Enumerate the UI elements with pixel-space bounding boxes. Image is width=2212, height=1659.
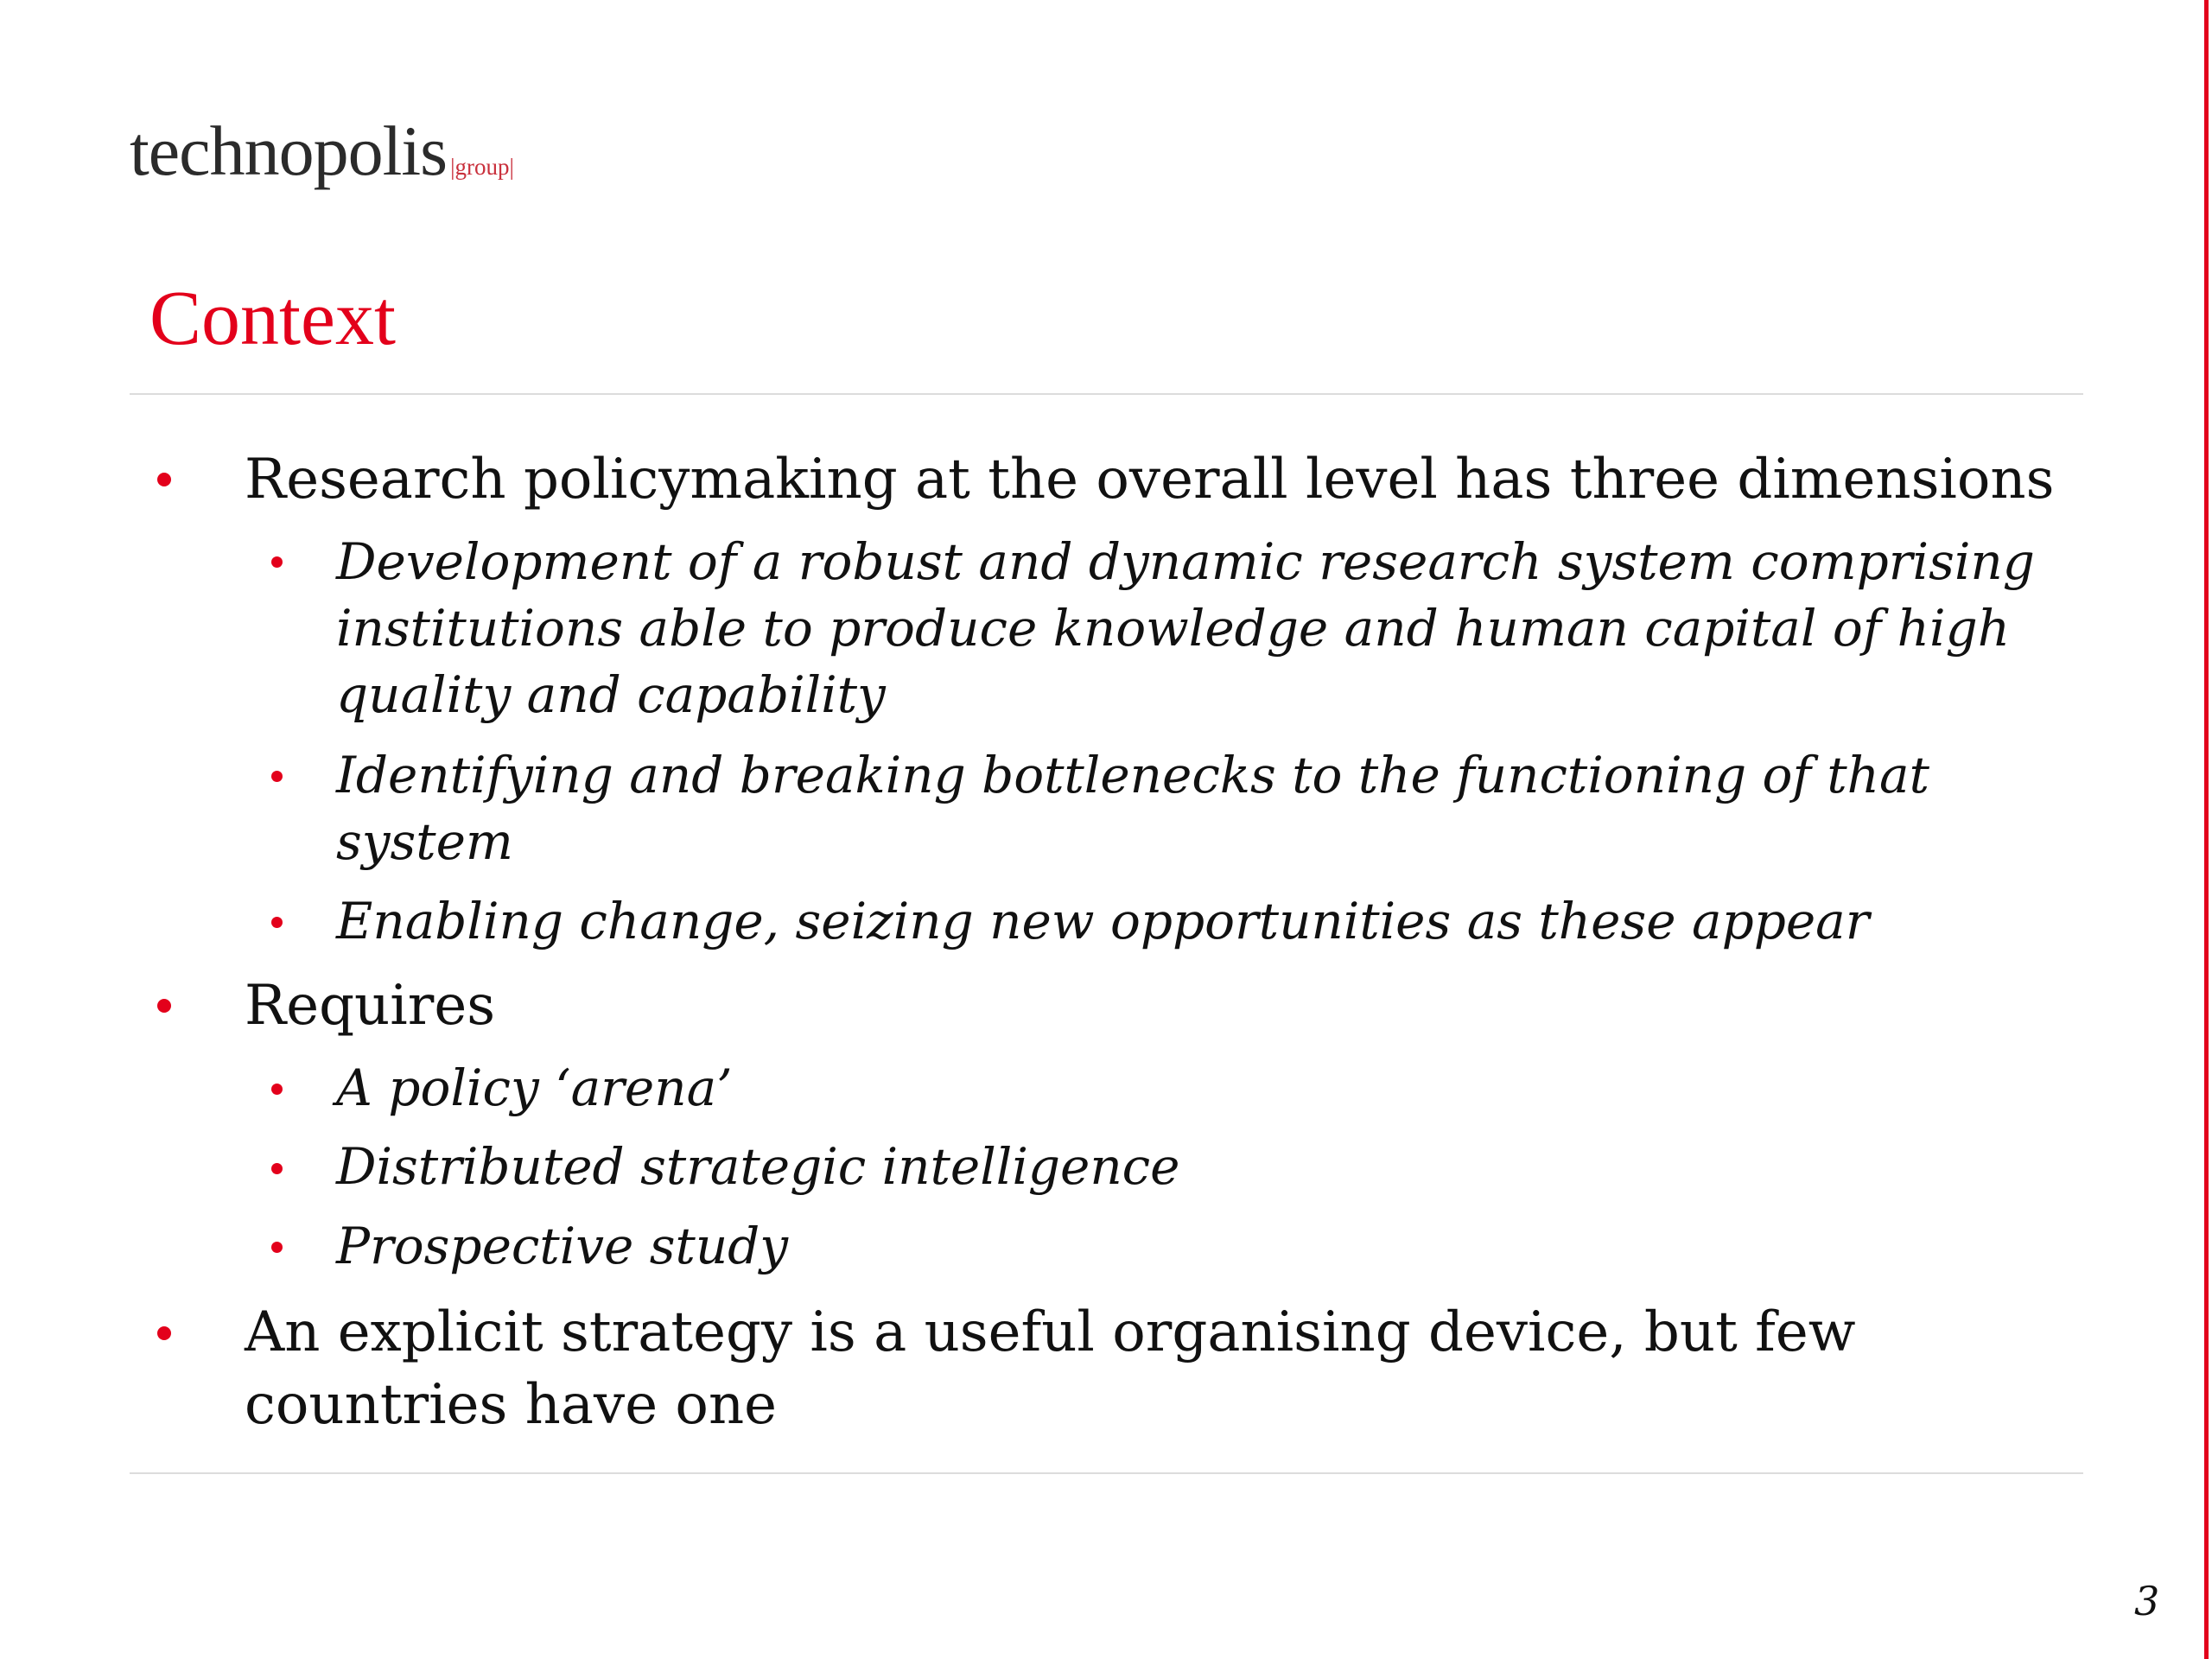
bullet-dot-icon [157,473,171,486]
logo-wordmark: technopolis [130,111,448,190]
slide-title: Context [149,276,396,361]
right-accent-bar [2204,0,2209,1659]
bullet-2-sub-1: A policy ‘arena’ [336,1058,733,1117]
sub-bullet-dot-icon [271,1242,283,1253]
bullet-2-sub-3: Prospective study [336,1217,789,1275]
bullet-1-sub-1: Development of a robust and dynamic research system comprising institutions able to produce knowledge and human capital of high quality and capability [336,532,2035,724]
technopolis-logo [130,111,514,192]
sub-bullet-dot-icon [271,771,283,782]
bullet-2-text: Requires [245,974,496,1038]
sub-bullet-dot-icon [271,1084,283,1095]
bullet-2-sub-2: Distributed strategic intelligence [336,1137,1180,1196]
logo-group-suffix: |group| [450,154,514,180]
page-number: 3 [2134,1578,2160,1624]
bullet-1-text: Research policymaking at the overall level has three dimensions [245,448,2055,512]
bullet-3-text: An explicit strategy is a useful organising device, but few countries have one [245,1300,1856,1437]
bullet-dot-icon [157,999,171,1013]
title-divider [130,393,2083,395]
sub-bullet-dot-icon [271,556,283,568]
bullet-1-sub-3: Enabling change, seizing new opportunities as these appear [336,892,1870,950]
sub-bullet-dot-icon [271,1163,283,1174]
bullet-1-sub-2: Identifying and breaking bottlenecks to the functioning of that system [336,746,1929,871]
sub-bullet-dot-icon [271,917,283,928]
content-bottom-divider [130,1472,2083,1474]
bullet-dot-icon [157,1326,171,1340]
